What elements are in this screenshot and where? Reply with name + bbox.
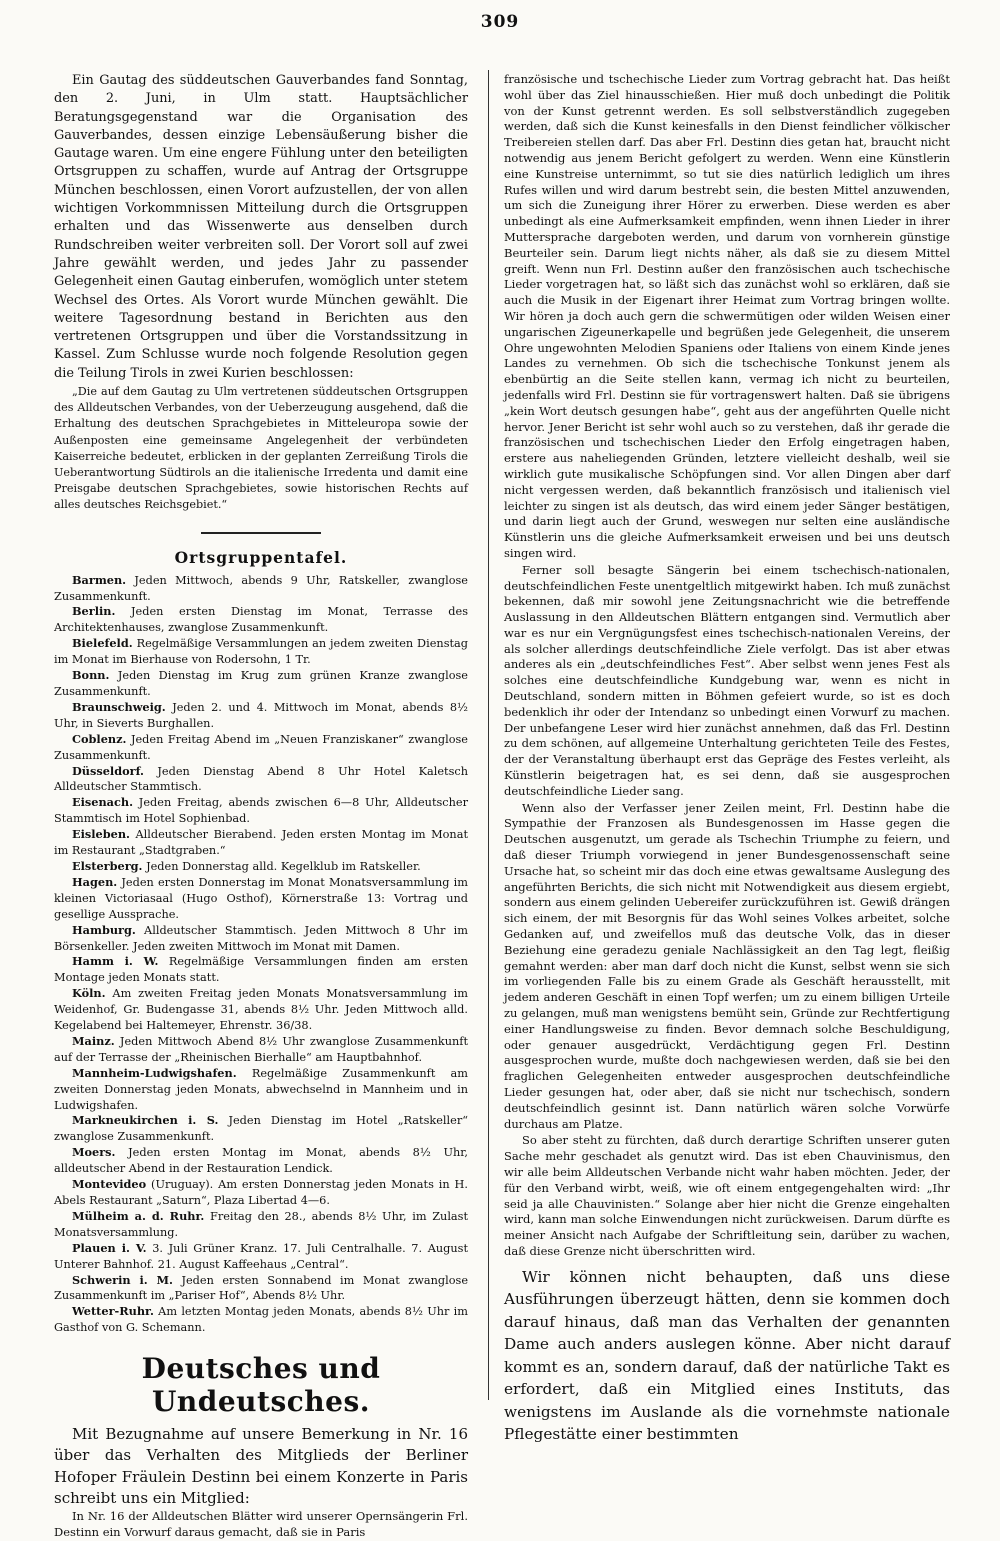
article-intro: Mit Bezugnahme auf unsere Bemerkung in Nr. 16 über das Verhalten des Mitglieds der Berliner Hofoper Fräulein Destinn bei einem Konzerte in Paris schreibt uns ein Mitglied: bbox=[54, 1425, 468, 1507]
ortsgruppentafel-heading: Ortsgruppentafel. bbox=[174, 547, 348, 567]
ortsgruppe-entry bbox=[54, 795, 468, 827]
right-column bbox=[504, 72, 950, 1446]
ortsgruppe-details: Alldeutscher Stammtisch. Jeden Mittwoch 8 Uhr im Börsenkeller. Jeden zweiten Mittwoch im Monat mit Damen. bbox=[54, 923, 468, 953]
ortsgruppe-entry bbox=[54, 827, 468, 859]
ortsgruppe-details: Jeden Donnerstag alld. Kegelklub im Ratskeller. bbox=[142, 859, 421, 873]
ortsgruppe-city: Eisenach. bbox=[72, 795, 134, 810]
ortsgruppe-entry bbox=[54, 604, 468, 636]
ortsgruppe-city: Hamburg. bbox=[72, 922, 136, 937]
ortsgruppe-city: Mannheim-Ludwigshafen. bbox=[72, 1065, 237, 1080]
ortsgruppe-city: Montevideo bbox=[72, 1177, 147, 1192]
ortsgruppe-entry bbox=[54, 875, 468, 923]
ortsgruppe-entry bbox=[54, 764, 468, 796]
ortsgruppe-city: Köln. bbox=[72, 986, 106, 1001]
ortsgruppe-city: Bielefeld. bbox=[72, 636, 133, 651]
letter-paragraph-3: Wenn also der Verfasser jener Zeilen meint, Frl. Destinn habe die Sympathie der Franzosen als Bundesgenossen im Hasse gegen die Deutschen ausgenutzt, um gerade als Tschechin Triumphe zu feiern, und daß dieser Triumph vorwiegend in jener Bundesgenossenschaft seine Ursache hat, so scheint mir das doch eine etwas gewaltsame Auslegung des angeführten Berichts, die sich nicht mit Notwendigkeit aus diesem ergiebt, sondern aus einem gelinden Uebereifer zurückzuführen ist. Gewiß drängen sich einem, der mit Besorgnis für das Wohl seines Volkes arbeitet, solche Gedanken auf, und zweifellos muß das deutsche Volk, das in dieser Beziehung eine geradezu geniale Nachlässigkeit an den Tag legt, fleißig gemahnt werden: aber man darf doch nicht die Kunst, selbst wenn sie sich im vorliegenden Falle bis zu einem Grade als Geschäft herausstellt, mit jedem anderen Geschäft in einen Topf werfen; um zu einem billigen Urteile zu gelangen, muß man wenigstens bemüht sein, Gründe zur Rechtfertigung einer Handlungsweise zu finden. Bevor demnach solche Beschuldigung, oder genauer ausgedrückt, Verdächtigung gegen Frl. Destinn ausgesprochen wurde, mußte doch nachgewiesen werden, daß sie bei den fraglichen Gelegenheiten entweder ausgesprochen deutschfeindliche Lieder gesungen hat, oder aber, daß sie nicht nur tschechisch, sondern deutschfeindlich gesinnt ist. Dann natürlich wären solche Vorwürfe durchaus am Platze. bbox=[504, 800, 950, 1131]
ortsgruppe-city: Hagen. bbox=[72, 874, 118, 889]
ortsgruppen-list bbox=[54, 573, 468, 1337]
ortsgruppe-entry bbox=[54, 1145, 468, 1177]
section-divider bbox=[201, 532, 321, 534]
ortsgruppe-details: Jeden 2. und 4. Mittwoch im Monat, abends 8½ Uhr, in Sieverts Burghallen. bbox=[54, 700, 468, 730]
ortsgruppe-entry bbox=[54, 1209, 468, 1241]
ortsgruppe-details: Jeden Freitag Abend im „Neuen Franziskaner“ zwanglose Zusammenkunft. bbox=[54, 732, 468, 762]
ortsgruppe-details: (Uruguay). Am ersten Donnerstag jeden Monats in H. Abels Restaurant „Saturn“, Plaza Libertad 4—6. bbox=[54, 1178, 468, 1208]
ortsgruppe-city: Berlin. bbox=[72, 604, 116, 619]
ortsgruppe-entry bbox=[54, 1113, 468, 1145]
ortsgruppe-city: Hamm i. W. bbox=[72, 954, 159, 969]
ortsgruppe-details: Regelmäßige Zusammenkunft am zweiten Donnerstag jeden Monats, abwechselnd in Mannheim und in Ludwigshafen. bbox=[54, 1066, 468, 1112]
ortsgruppe-entry bbox=[54, 923, 468, 955]
ortsgruppe-city: Bonn. bbox=[72, 668, 110, 683]
ortsgruppe-details: Jeden ersten Montag im Monat, abends 8½ Uhr, alldeutscher Abend in der Restauration Lendick. bbox=[54, 1146, 468, 1176]
ortsgruppe-entry bbox=[54, 1304, 468, 1336]
ortsgruppe-entry bbox=[54, 668, 468, 700]
column-divider bbox=[488, 70, 489, 1400]
ortsgruppe-city: Schwerin i. M. bbox=[72, 1272, 173, 1287]
ortsgruppe-details: Regelmäßige Versammlungen an jedem zweiten Dienstag im Monat im Bierhause von Rodersohn, 1 Tr. bbox=[54, 637, 468, 667]
ortsgruppe-details: Freitag den 28., abends 8½ Uhr, im Zulast Monatsversammlung. bbox=[54, 1209, 469, 1239]
ortsgruppe-city: Barmen. bbox=[72, 572, 127, 587]
ortsgruppe-details: Jeden Mittwoch Abend 8½ Uhr zwanglose Zusammenkunft auf der Terrasse der „Rheinischen Bierhalle“ am Hauptbahnhof. bbox=[54, 1034, 468, 1064]
ortsgruppe-city: Wetter-Ruhr. bbox=[72, 1304, 154, 1319]
ortsgruppe-city: Düsseldorf. bbox=[72, 763, 144, 778]
ortsgruppe-entry bbox=[54, 1066, 468, 1114]
ortsgruppe-details: Jeden ersten Dienstag im Monat, Terrasse des Architektenhauses, zwanglose Zusammenkunft. bbox=[54, 605, 468, 635]
resolution-quote: „Die auf dem Gautag zu Ulm vertretenen süddeutschen Ortsgruppen des Alldeutschen Verbandes, von der Ueberzeugung ausgehend, daß die Erhaltung des deutschen Sprachgebietes in Mitteleuropa sowie der Außenposten eine gemeinsame Angelegenheit der verbündeten Kaiserreiche bedeutet, erblicken in der geplanten Zerreißung Tirols die Ueberantwortung Südtirols an die italienische Irredenta und damit eine Preisgabe deutschen Sprachgebietes, sowie historischen Rechts auf alles deutsches Reichsgebiet.“ bbox=[54, 385, 468, 512]
ortsgruppe-city: Moers. bbox=[72, 1145, 116, 1160]
letter-opening: In Nr. 16 der Alldeutschen Blätter wird unserer Opernsängerin Frl. Destinn ein Vorwurf daraus gemacht, daß sie in Paris bbox=[54, 1508, 468, 1539]
ortsgruppe-details: Am letzten Montag jeden Monats, abends 8½ Uhr im Gasthof von G. Schemann. bbox=[54, 1305, 468, 1335]
ortsgruppe-entry bbox=[54, 1273, 468, 1305]
article-heading: Deutsches und Undeutsches. bbox=[141, 1352, 381, 1419]
page-number: 309 bbox=[480, 12, 520, 32]
ortsgruppe-details: Jeden Dienstag im Krug zum grünen Kranze zwanglose Zusammenkunft. bbox=[54, 669, 468, 699]
ortsgruppe-entry bbox=[54, 859, 468, 875]
ortsgruppe-entry bbox=[54, 732, 468, 764]
editorial-reply: Wir können nicht behaupten, daß uns diese Ausführungen überzeugt hätten, denn sie kommen doch darauf hinaus, daß man das Verhalten der genannten Dame auch anders auslegen könne. Aber nicht darauf kommt es an, sondern darauf, daß der natürliche Takt es erfordert, daß ein Mitglied eines Instituts, das wenigstens im Auslande als die vornehmste nationale Pflegestätte einer bestimmten bbox=[504, 1267, 950, 1444]
ortsgruppe-details: Jeden ersten Sonnabend im Monat zwanglose Zusammenkunft im „Pariser Hof“, Abends 8½ Uhr. bbox=[54, 1273, 468, 1303]
ortsgruppe-entry bbox=[54, 1241, 468, 1273]
ortsgruppe-entry bbox=[54, 636, 468, 668]
ortsgruppe-city: Eisleben. bbox=[72, 827, 130, 842]
ortsgruppe-details: Jeden Dienstag Abend 8 Uhr Hotel Kaletsch Alldeutscher Stammtisch. bbox=[54, 764, 468, 794]
ortsgruppe-entry bbox=[54, 700, 468, 732]
ortsgruppe-city: Markneukirchen i. S. bbox=[72, 1113, 219, 1128]
ortsgruppe-details: Am zweiten Freitag jeden Monats Monatsversammlung im Weidenhof, Gr. Budengasse 31, abends 8½ Uhr. Jeden Mittwoch alld. Kegelabend bei Haltemeyer, Ehrenstr. 36/38. bbox=[54, 987, 468, 1033]
ortsgruppe-city: Elsterberg. bbox=[72, 858, 143, 873]
ortsgruppe-entry bbox=[54, 1177, 468, 1209]
ortsgruppe-city: Braunschweig. bbox=[72, 699, 166, 714]
ortsgruppe-details: Regelmäßige Versammlungen finden am ersten Montage jeden Monats statt. bbox=[54, 955, 468, 985]
ortsgruppe-entry bbox=[54, 573, 468, 605]
ortsgruppe-city: Plauen i. V. bbox=[72, 1240, 147, 1255]
ortsgruppe-entry bbox=[54, 954, 468, 986]
ortsgruppe-details: Jeden Mittwoch, abends 9 Uhr, Ratskeller, zwanglose Zusammenkunft. bbox=[54, 573, 468, 603]
ortsgruppe-details: Jeden ersten Donnerstag im Monat Monatsversammlung im kleinen Victoriasaal (Hugo Osthof), Körnerstraße 13: Vortrag und gesellige Aussprache. bbox=[54, 875, 468, 921]
ortsgruppe-city: Coblenz. bbox=[72, 731, 127, 746]
ortsgruppe-details: Alldeutscher Bierabend. Jeden ersten Montag im Monat im Restaurant „Stadtgraben.“ bbox=[54, 828, 468, 858]
left-column bbox=[54, 72, 468, 1541]
letter-paragraph-1: französische und tschechische Lieder zum Vortrag gebracht hat. Das heißt wohl über das Ziel hinausschießen. Hier muß doch unbedingt die Politik von der Kunst getrennt werden. Es soll selbstverständlich zugegeben werden, daß sich die Kunst keinesfalls in den Dienst feindlicher völkischer Treibereien stellen darf. Das aber Frl. Destinn dies getan hat, braucht nicht notwendig aus jenem Bericht gefolgert zu werden. Wenn eine Künstlerin eine Kunstreise unternimmt, so tut sie dies natürlich lediglich um ihres Rufes willen und wird darum bestrebt sein, die besten Mittel anzuwenden, um sich die Zuneigung ihrer Hörer zu erwerben. Diese werden es aber unbedingt als eine Aufmerksamkeit empfinden, wenn ihnen Lieder in ihrer Muttersprache dargeboten werden, und darum von vornherein günstige Beurteiler sein. Darum liegt nichts näher, als daß sie zu diesem Mittel greift. Wenn nun Frl. Destinn außer den französischen auch tschechische Lieder vorgetragen hat, so läßt sich das zunächst wohl so erklären, daß sie auch die Musik in der Eigenart ihrer Heimat zum Vortrag bringen wollte. Wir hören ja doch auch gern die schwermütigen oder wilden Weisen einer ungarischen Zigeunerkapelle und begrüßen jede Gelegenheit, die unserem Ohre ungewohnten Melodien Spaniens oder Italiens von einem Kinde jenes Landes zu vernehmen. Ob sich die tschechische Tonkunst jenem als ebenbürtig an die Seite stellen kann, vermag ich nicht zu beurteilen, jedenfalls wird Frl. Destinn sie für vortragenswert halten. Daß sie übrigens „kein Wort deutsch gesungen habe“, geht aus der angeführten Quelle nicht hervor. Jener Bericht ist sehr wohl auch so zu verstehen, daß ihr gerade die französischen und tschechischen Lieder den Erfolg eingetragen haben, erstere aus naheliegenden Gründen, letztere vielleicht deshalb, weil sie wirklich gute musikalische Schöpfungen sind. Vor allen Dingen aber darf nicht vergessen werden, daß bekanntlich französisch und italienisch viel leichter zu singen ist als deutsch, das wird einem jeder Sänger bestätigen, und darin liegt auch der Grund, weswegen nur selten eine ausländische Künstlerin uns die gleiche Aufmerksamkeit erweisen und bei uns deutsch singen wird. bbox=[504, 72, 950, 560]
ortsgruppe-entry bbox=[54, 986, 468, 1034]
letter-paragraph-2: Ferner soll besagte Sängerin bei einem tschechisch-nationalen, deutschfeindlichen Feste unentgeltlich mitgewirkt haben. Ich muß zunächst bekennen, daß mir sowohl jene Zeitungsnachricht wie die betreffende Auslassung in den Alldeutschen Blättern entgangen sind. Vermutlich aber war es nur ein Vergnügungsfest eines tschechisch-nationalen Vereins, der als solcher allerdings deutschfeindliche Ziele verfolgt. Das ist aber etwas anderes als ein „deutschfeindliches Fest“. Aber selbst wenn jenes Fest als solches eine deutschfeindliche Kundgebung war, wenn es nicht in Deutschland, sondern mitten in Böhmen gefeiert wurde, so ist es doch bedenklich ihr oder der Intendanz so unbedingt einen Vorwurf zu machen. Der unbefangene Leser wird hier zunächst annehmen, daß das Frl. Destinn zu dem schönen, auf allgemeine Unterhaltung gerichteten Teile des Festes, der der Veranstaltung überhaupt erst das Gepräge des Festes verleiht, als Künstlerin beigetragen hat, es sei denn, daß sie ausgesprochen deutschfeindliche Lieder sang. bbox=[504, 562, 950, 798]
ortsgruppe-details: Jeden Dienstag im Hotel „Ratskeller“ zwanglose Zusammenkunft. bbox=[54, 1114, 468, 1144]
gautag-report: Ein Gautag des süddeutschen Gauverbandes fand Sonntag, den 2. Juni, in Ulm statt. Hauptsächlicher Beratungsgegenstand war die Organisation des Gauverbandes, dessen einzige Lebensäußerung bisher die Gautage waren. Um eine engere Fühlung unter den beteiligten Ortsgruppen zu schaffen, wurde auf Antrag der Ortsgruppe München beschlossen, einen Vorort aufzustellen, der von allen wichtigen Vorkommnissen Mitteilung durch die Ortsgruppen erhalten und das Wissenwerte aus denselben durch Rundschreiben weiter verbreiten soll. Der Vorort soll auf zwei Jahre gewählt werden, und jedes Jahr zu passender Gelegenheit einen Gautag einberufen, womöglich unter stetem Wechsel des Ortes. Als Vorort wurde München gewählt. Die weitere Tagesordnung bestand in Berichten aus den vertretenen Ortsgruppen und über die Vorstandssitzung in Kassel. Zum Schlusse wurde noch folgende Resolution gegen die Teilung Tirols in zwei Kurien beschlossen: bbox=[54, 73, 468, 381]
ortsgruppe-details: 3. Juli Grüner Kranz. 17. Juli Centralhalle. 7. August Unterer Bahnhof. 21. August Kaffeehaus „Central“. bbox=[54, 1241, 468, 1271]
ortsgruppe-city: Mülheim a. d. Ruhr. bbox=[72, 1208, 205, 1223]
ortsgruppe-details: Jeden Freitag, abends zwischen 6—8 Uhr, Alldeutscher Stammtisch im Hotel Sophienbad. bbox=[54, 796, 468, 826]
ortsgruppe-entry bbox=[54, 1034, 468, 1066]
letter-paragraph-4: So aber steht zu fürchten, daß durch derartige Schriften unserer guten Sache mehr geschadet als genutzt wird. Das ist eben Chauvinismus, den wir alle beim Alldeutschen Verbande nicht wahr haben möchten. Jeder, der für den Verband wirbt, weiß, wie oft einem entgegengehalten wird: „Ihr seid ja alle Chauvinisten.“ Solange aber hier nicht die Grenze eingehalten wird, kann man solche Einwendungen nicht zurückweisen. Darum dürfte es meiner Ansicht nach Aufgabe der Schriftleitung sein, darüber zu wachen, daß diese Grenze nicht überschritten wird. bbox=[504, 1133, 950, 1258]
ortsgruppe-city: Mainz. bbox=[72, 1033, 115, 1048]
